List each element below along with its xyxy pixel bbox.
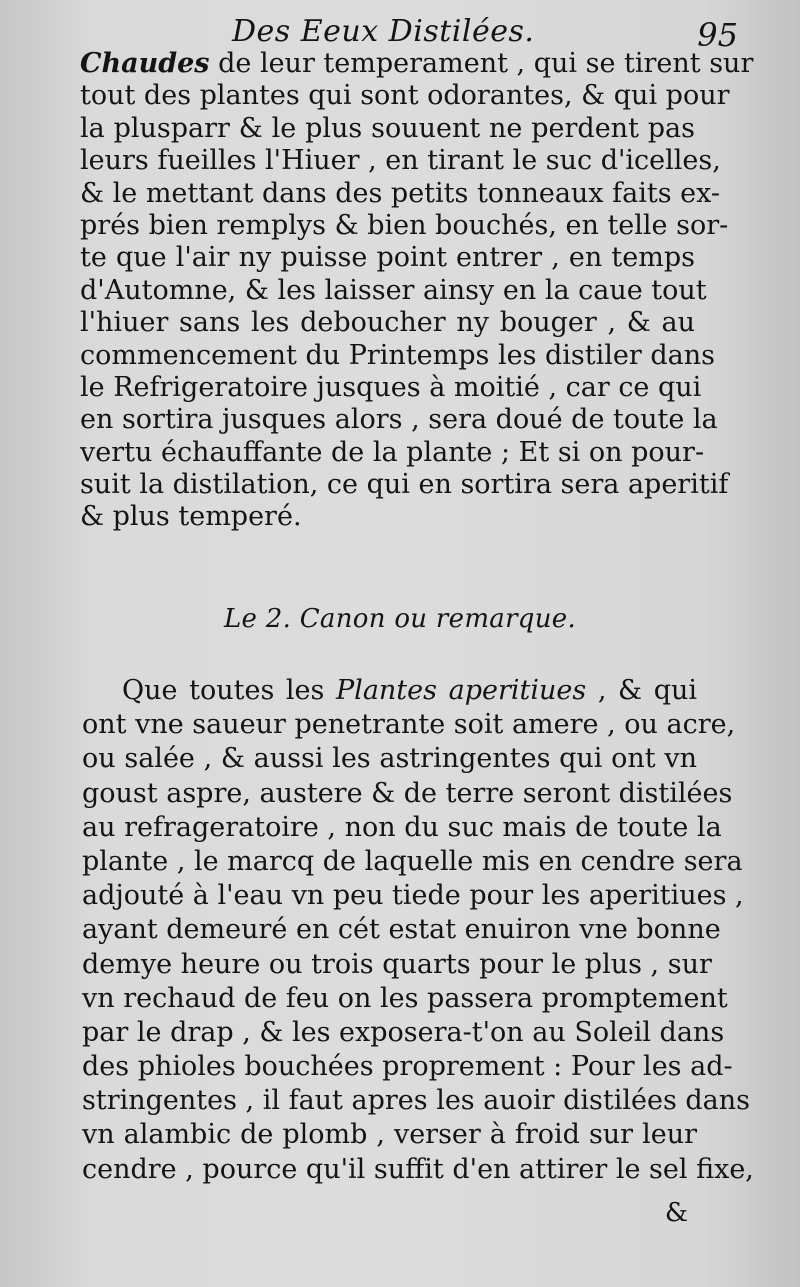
text-line: la plusparr & le plus souuent ne perdent pas (80, 112, 695, 144)
text-line: ont vne saueur penetrante soit amere , ou acre, (82, 709, 736, 741)
text-line: ou salée , & aussi les astringentes qui ont vn (82, 743, 697, 775)
text-line: vertu échauffante de la plante ; Et si on pour- (80, 436, 705, 468)
line-end: , & qui (586, 675, 697, 706)
text-line (82, 674, 697, 708)
text-line: & plus temperé. (80, 501, 302, 533)
text-line: goust aspre, austere & de terre seront distilées (82, 777, 733, 809)
text-line: des phioles bouchées proprement : Pour les ad- (82, 1051, 733, 1083)
text-line: par le drap , & les exposera-t'on au Soleil dans (82, 1016, 725, 1048)
text-line: plante , le marcq de laquelle mis en cendre sera (82, 845, 743, 877)
text-line (80, 48, 754, 80)
lead-word: Chaudes (80, 48, 210, 79)
text-line: l'hiuer sans les deboucher ny bouger , & au (80, 307, 695, 339)
catchword: & (664, 1198, 688, 1228)
text-line: te que l'air ny puisse point entrer , en temps (80, 242, 695, 274)
text-line: tout des plantes qui sont odorantes, & qui pour (80, 80, 730, 112)
text-line: au refrageratoire , non du suc mais de toute la (82, 811, 722, 843)
text-line: adjouté à l'eau vn peu tiede pour les aperitiues , (82, 880, 744, 912)
text-line: d'Automne, & les laisser ainsy en la caue tout (80, 274, 707, 306)
paragraph-1 (80, 48, 754, 534)
text-line: stringentes , il faut apres les auoir distilées dans (82, 1085, 751, 1117)
line-start: Que toutes les (122, 675, 337, 706)
text-line: cendre , pource qu'il suffit d'en attirer le sel fixe, (82, 1153, 754, 1185)
text-line: commencement du Printemps les distiler dans (80, 339, 716, 371)
running-title: Des Eeux Distilées. (232, 14, 535, 49)
text-line: prés bien remplys & bien bouchés, en telle sor- (80, 209, 729, 241)
text-line: en sortira jusques alors , sera doué de toute la (80, 404, 718, 436)
text-line: demye heure ou trois quarts pour le plus , sur (82, 948, 712, 980)
text-line-rest: de leur temperament , qui se tirent sur (209, 48, 754, 79)
section-heading: Le 2. Canon ou remarque. (223, 604, 577, 634)
text-line: vn rechaud de feu on les passera promptement (82, 982, 728, 1014)
text-line: ayant demeuré en cét estat enuiron vne bonne (82, 914, 721, 946)
text-line: vn alambic de plomb , verser à froid sur leur (82, 1119, 697, 1151)
text-line: suit la distilation, ce qui en sortira sera aperitif (80, 469, 729, 501)
text-line: leurs fueilles l'Hiuer , en tirant le suc d'icelles, (80, 145, 721, 177)
paragraph-2 (82, 674, 754, 1187)
text-line: le Refrigeratoire jusques à moitié , car ce qui (80, 371, 702, 403)
page-number: 95 (697, 16, 738, 54)
italic-term: Plantes aperitiues (336, 675, 587, 706)
page-header (0, 8, 800, 54)
text-line: & le mettant dans des petits tonneaux faits ex- (80, 177, 720, 209)
